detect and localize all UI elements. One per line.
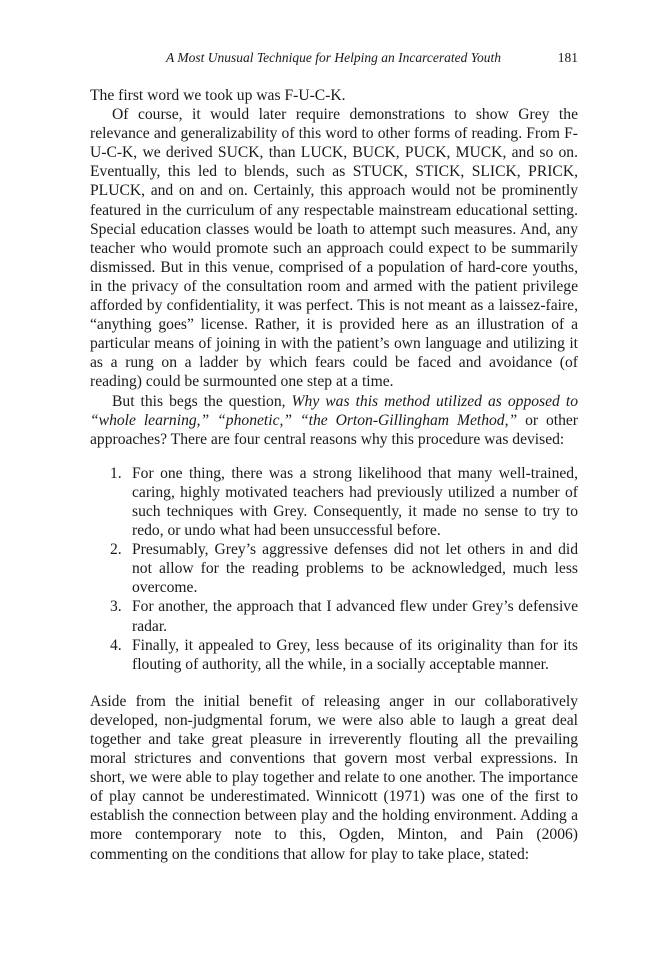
question-tail: or other approaches? There are four central reasons why this procedure was devised: <box>90 411 578 448</box>
list-text: For one thing, there was a strong likelihood that many well-trained, caring, highly motivated teachers had previously utilized a number of such techniques with Grey. Consequently, it made no sense to try to redo, or undo what had been unsuccessful before. <box>132 464 578 540</box>
paragraph-derivations: Of course, it would later require demonstrations to show Grey the relevance and generalizability of this word to other forms of reading. From F-U-C-K, we derived SUCK, than LUCK, BUCK, PUCK, MUCK, and so on. Eventually, this led to blends, such as STUCK, STICK, SLICK, PRICK, PLUCK, and on and on. Certainly, this approach would not be prominently featured in the curriculum of any respectable mainstream educational setting. Special education classes would be loath to attempt such measures. And, any teacher who would promote such an approach could expect to be summarily dismissed. But in this venue, comprised of a population of hard-core youths, in the privacy of the consultation room and armed with the patient privilege afforded by confidentiality, it was perfect. This is not meant as a laissez-faire, “anything goes” license. Rather, it is provided here as an illustration of a particular means of joining in with the patient’s own language and utilizing it as a rung on a ladder by which fears could be faced and avoidance (of reading) could be surmounted one step at a time. <box>90 106 578 391</box>
list-number: 1. <box>110 464 122 482</box>
list-number: 3. <box>110 598 122 616</box>
list-number: 4. <box>110 636 122 654</box>
list-item <box>90 464 578 540</box>
list-number: 2. <box>110 541 122 559</box>
list-text: Presumably, Grey’s aggressive defenses did not let others in and did not allow for the reading problems to be acknowledged, much less overcome. <box>132 541 578 597</box>
document-page <box>90 50 578 864</box>
question-italic: Why was this method utilized as opposed to “whole learning,” “phonetic,” “the Orton-Gillingham Method,” <box>90 392 578 429</box>
running-title: A Most Unusual Technique for Helping an Incarcerated Youth <box>166 50 501 65</box>
paragraph-question <box>90 392 578 449</box>
list-item <box>90 597 578 635</box>
list-text: For another, the approach that I advanced flew under Grey’s defensive radar. <box>132 598 578 635</box>
list-item <box>90 540 578 597</box>
list-item <box>90 636 578 674</box>
running-head <box>90 50 578 72</box>
paragraph-first-word: The first word we took up was F-U-C-K. <box>90 87 346 104</box>
reasons-list <box>90 464 578 674</box>
paragraph-play: Aside from the initial benefit of releasing anger in our collaboratively developed, non-judgmental forum, we were also able to laugh a great deal together and take great pleasure in irreverently flouting all the prevailing moral strictures and conventions that govern most verbal expressions. In short, we were able to play together and relate to one another. The importance of play cannot be underestimated. Winnicott (1971) was one of the first to establish the connection between play and the holding environment. Adding a more contemporary note to this, Ogden, Minton, and Pain (2006) commenting on the conditions that allow for play to take place, stated: <box>90 692 578 863</box>
page-number: 181 <box>557 50 578 65</box>
question-lead-in: But this begs the question, <box>112 392 292 410</box>
list-text: Finally, it appealed to Grey, less because of its originality than for its flouting of authority, all the while, in a socially acceptable manner. <box>132 636 578 673</box>
